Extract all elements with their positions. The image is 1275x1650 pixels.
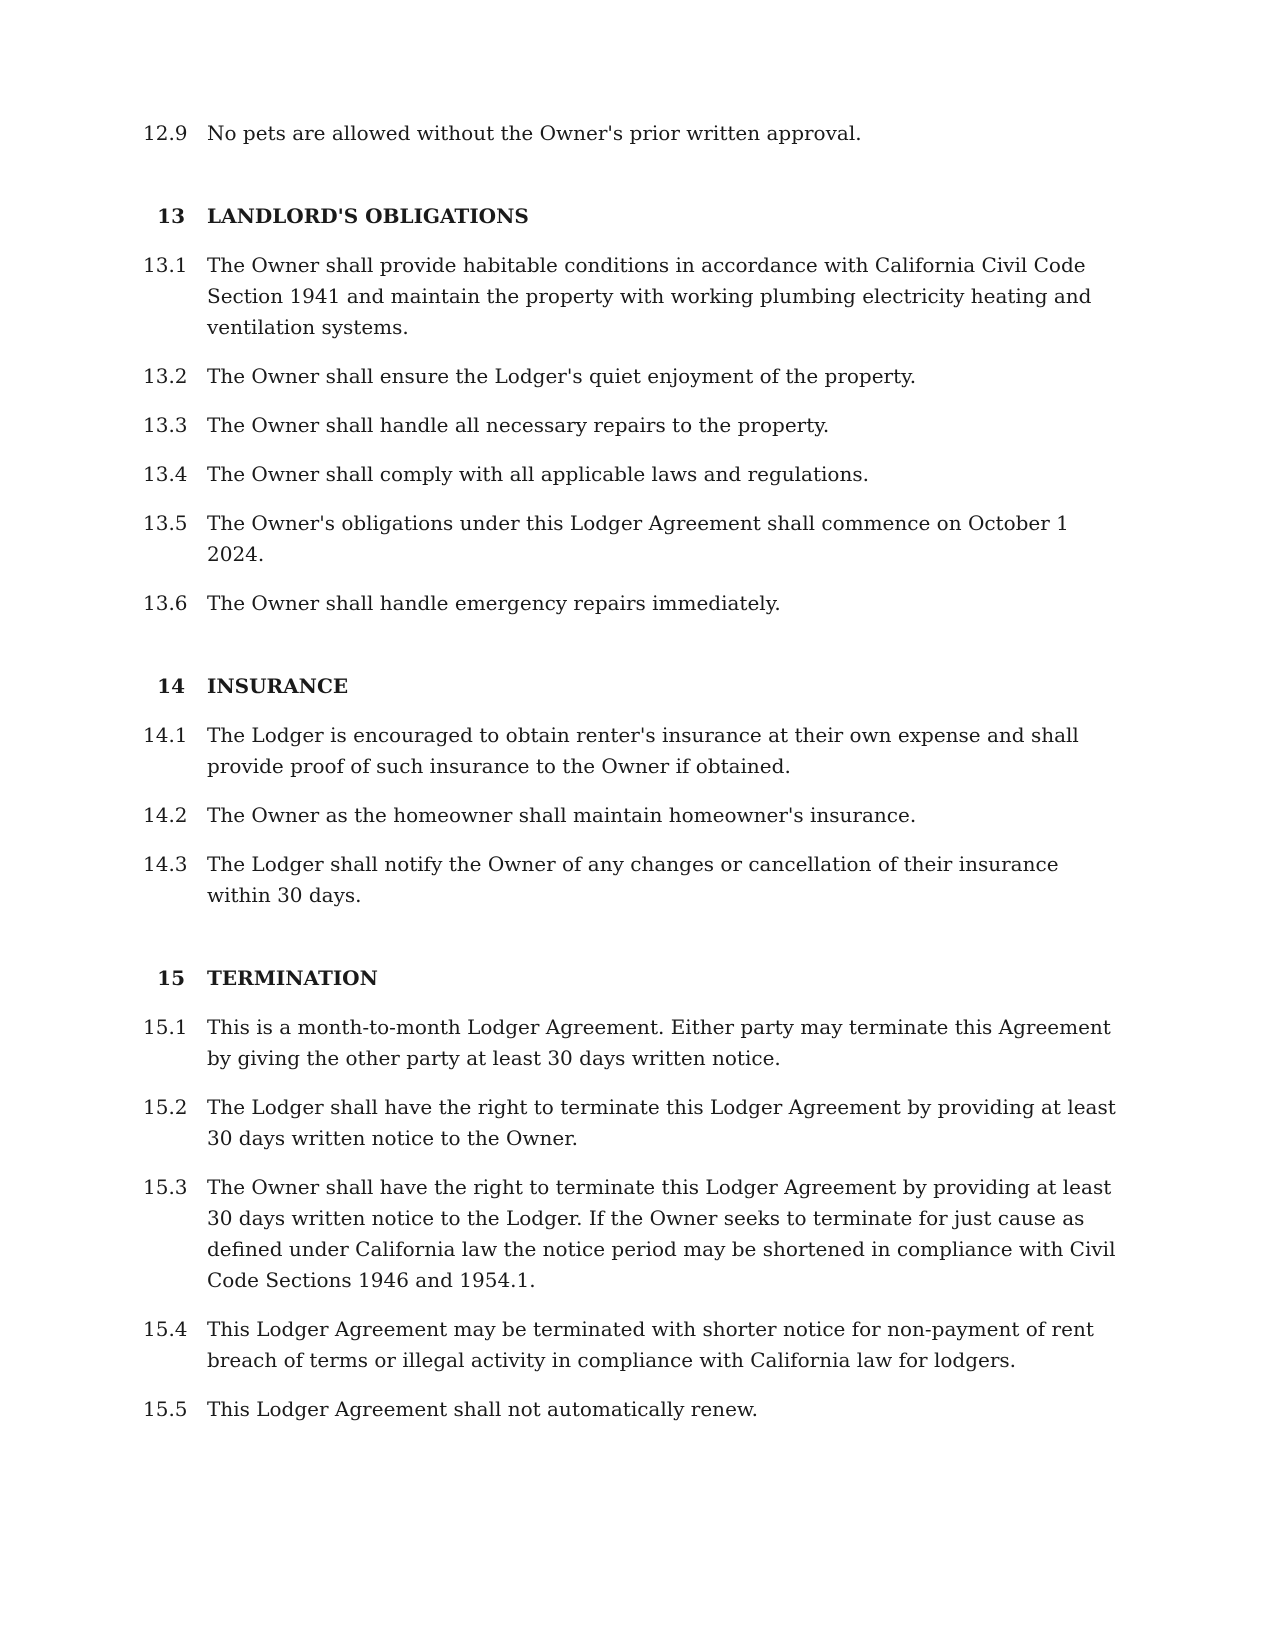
clause-number: 15.4 bbox=[143, 1317, 188, 1341]
clause-13-5 bbox=[143, 508, 1125, 570]
clause-number: 13.3 bbox=[143, 413, 188, 437]
clause-13-4 bbox=[143, 459, 1125, 490]
section-heading bbox=[143, 671, 1125, 702]
clause-text: The Owner shall handle all necessary repairs to the property. bbox=[207, 413, 830, 437]
clause-15-4 bbox=[143, 1314, 1125, 1376]
clause-text: The Owner shall comply with all applicable laws and regulations. bbox=[207, 462, 869, 486]
clause-text: The Owner shall ensure the Lodger's quiet enjoyment of the property. bbox=[207, 364, 917, 388]
clause-15-1 bbox=[143, 1012, 1125, 1074]
clause-number: 13.5 bbox=[143, 511, 188, 535]
clause-number: 15.5 bbox=[143, 1397, 188, 1421]
clause-text: The Owner shall provide habitable conditions in accordance with California Civil Code Section 1941 and maintain the property with working plumbing electricity heating and ventilation systems. bbox=[207, 253, 1092, 339]
clause-text: The Lodger shall notify the Owner of any changes or cancellation of their insurance within 30 days. bbox=[207, 852, 1059, 907]
clause-number: 15.3 bbox=[143, 1175, 188, 1199]
clause-13-1 bbox=[143, 250, 1125, 343]
section-heading bbox=[143, 201, 1125, 232]
clause-text: The Owner's obligations under this Lodger Agreement shall commence on October 1 2024. bbox=[207, 511, 1069, 566]
clause-text: The Owner as the homeowner shall maintain homeowner's insurance. bbox=[207, 803, 917, 827]
clause-text: The Owner shall handle emergency repairs immediately. bbox=[207, 591, 781, 615]
clause-15-3 bbox=[143, 1172, 1125, 1296]
clause-text: The Lodger is encouraged to obtain renter's insurance at their own expense and shall provide proof of such insurance to the Owner if obtained. bbox=[207, 723, 1079, 778]
clause-14-3 bbox=[143, 849, 1125, 911]
clause-13-6 bbox=[143, 588, 1125, 619]
section-title: LANDLORD'S OBLIGATIONS bbox=[207, 204, 529, 228]
section-landlords-obligations bbox=[143, 201, 1125, 619]
clause-15-5 bbox=[143, 1394, 1125, 1425]
clause-text: The Lodger shall have the right to terminate this Lodger Agreement by providing at least 30 days written notice to the Owner. bbox=[207, 1095, 1116, 1150]
clause-number: 15.1 bbox=[143, 1015, 188, 1039]
clause-number: 15.2 bbox=[143, 1095, 188, 1119]
section-title: TERMINATION bbox=[207, 966, 378, 990]
clause-12-9 bbox=[143, 118, 1125, 149]
clause-text: The Owner shall have the right to terminate this Lodger Agreement by providing at least 30 days written notice to the Lodger. If the Owner seeks to terminate for just cause as defined under California law the notice period may be shortened in compliance with Civil Code Sections 1946 and 1954.1. bbox=[207, 1175, 1116, 1292]
clause-text: This is a month-to-month Lodger Agreement. Either party may terminate this Agreement by giving the other party at least 30 days written notice. bbox=[207, 1015, 1111, 1070]
clause-13-2 bbox=[143, 361, 1125, 392]
clause-14-1 bbox=[143, 720, 1125, 782]
clause-13-3 bbox=[143, 410, 1125, 441]
section-number: 13 bbox=[157, 204, 185, 228]
clause-15-2 bbox=[143, 1092, 1125, 1154]
clause-number: 13.4 bbox=[143, 462, 188, 486]
section-termination bbox=[143, 963, 1125, 1425]
section-number: 14 bbox=[157, 674, 185, 698]
clause-14-2 bbox=[143, 800, 1125, 831]
section-title: INSURANCE bbox=[207, 674, 349, 698]
clause-text: This Lodger Agreement shall not automatically renew. bbox=[207, 1397, 759, 1421]
clause-number: 14.3 bbox=[143, 852, 188, 876]
section-number: 15 bbox=[157, 966, 185, 990]
clause-number: 14.1 bbox=[143, 723, 188, 747]
clause-number: 14.2 bbox=[143, 803, 188, 827]
clause-number: 13.1 bbox=[143, 253, 188, 277]
clause-number: 13.6 bbox=[143, 591, 188, 615]
section-heading bbox=[143, 963, 1125, 994]
section-insurance bbox=[143, 671, 1125, 911]
clause-text: This Lodger Agreement may be terminated with shorter notice for non-payment of rent breach of terms or illegal activity in compliance with California law for lodgers. bbox=[207, 1317, 1094, 1372]
clause-number: 12.9 bbox=[143, 121, 188, 145]
clause-number: 13.2 bbox=[143, 364, 188, 388]
clause-text: No pets are allowed without the Owner's prior written approval. bbox=[207, 121, 862, 145]
